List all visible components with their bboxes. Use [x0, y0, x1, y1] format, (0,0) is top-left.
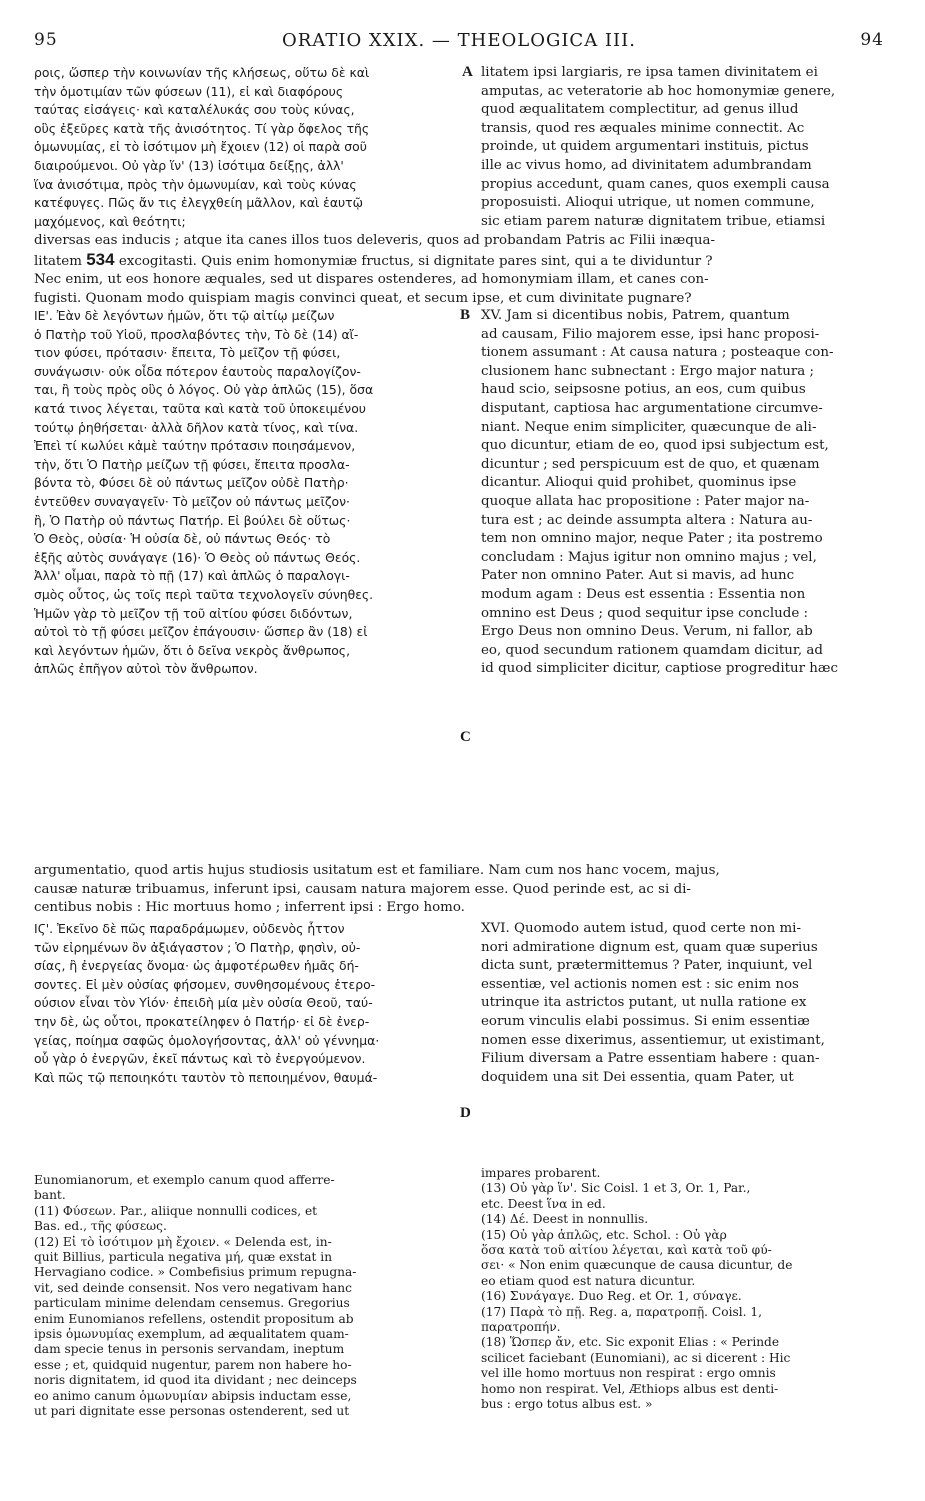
footnotes-right — [481, 1166, 881, 1413]
text-line: proinde, ut quidem argumentari instituis, pictus — [481, 139, 809, 155]
text-line: causæ naturæ tribuamus, inferunt ipsi, causam natura majorem esse. Quod perinde est, ac si di- — [34, 881, 691, 897]
text-line: haud scio, seipsosne potius, an eos, cum quibus — [481, 382, 806, 398]
text-line: noris dignitatem, id quod ita dividant ; nec deinceps — [34, 1373, 357, 1388]
greek-column-middle — [34, 307, 456, 679]
text-line: disputant, captiosa hac argumentatione circumve- — [481, 400, 823, 416]
text-line: ται, ἢ τοὺς πρὸς οὓς ὁ λόγος. Οὐ γὰρ ἁπλῶς (15), ὅσα — [34, 382, 374, 398]
text-line: (12) Εἰ τὸ ἰσότιμον μὴ ἔχοιεν. « Delenda est, in- — [34, 1234, 332, 1249]
margin-marker-b: B — [460, 307, 471, 323]
column-number: 534 — [86, 250, 115, 269]
text-line: Καὶ πῶς τῷ πεποιηκότι ταυτὸν τὸ πεποιημένον, θαυμά- — [34, 1069, 378, 1085]
text-line: παρατροπήν. — [481, 1320, 561, 1335]
text-line: omnino est Deus ; quod sequitur ipse conclude : — [481, 605, 809, 621]
text-line: eorum vinculis elabi possimus. Si enim essentiæ — [481, 1013, 810, 1029]
text-line: ἐντεῦθεν συναγαγεῖν· Τὸ μεῖζον οὐ πάντως μεῖζον· — [34, 493, 350, 509]
text-line: doquidem una sit Dei essentia, quam Pater, ut — [481, 1069, 794, 1085]
text-line: tem non omnino major, neque Pater ; ita postremo — [481, 531, 823, 547]
text-line: XVI. Quomodo autem istud, quod certe non mi- — [481, 921, 801, 936]
text-line: ὁμωνυμίας, εἰ τὸ ἰσότιμον μὴ ἔχοιεν (12) οἱ παρὰ σοῦ — [34, 139, 367, 155]
text-line: ἁπλῶς ἐπῆγον αὐτοὶ τὸν ἄνθρωπον. — [34, 661, 258, 677]
text-line: proposuisti. Alioqui utrique, ut nomen commune, — [481, 195, 815, 211]
text-line: litatem ipsi largiaris, re ipsa tamen divinitatem ei — [481, 65, 818, 80]
text-line: etc. Deest ἵνα in ed. — [481, 1196, 606, 1211]
text-line: καὶ λεγόντων ἡμῶν, ὅτι ὁ δεῖνα νεκρὸς ἄνθρωπος, — [34, 642, 351, 658]
text-line: ὁ Πατὴρ τοῦ Υἱοῦ, προσλαβόντες τὴν, Τὸ δὲ (14) αἴ- — [34, 326, 359, 342]
text-line: transis, quod res æquales minime connectit. Ac — [481, 120, 805, 136]
text-line: scilicet faciebant (Eunomiani), ac si dicerent : Hic — [481, 1350, 791, 1365]
latin-fullwidth-block-1 — [34, 232, 884, 308]
text-line: (17) Παρὰ τὸ πῇ. Reg. a, παρατροπῇ. Coisl. 1, — [481, 1304, 763, 1319]
text-line: esse ; et, quidquid nugentur, parem non habere ho- — [34, 1357, 352, 1372]
margin-marker-c: C — [460, 729, 471, 745]
text-line: diversas eas inducis ; atque ita canes illos tuos deleveris, quos ad probandam Patris ac Filii inæqua- — [34, 233, 715, 248]
latin-column-bottom — [481, 920, 881, 1087]
running-title: ORATIO XXIX. — THEOLOGICA III. — [282, 30, 636, 51]
text-line: την δὲ, ὡς οὗτοι, προκατείληφεν ὁ Πατήρ· εἰ δὲ ἐνερ- — [34, 1013, 370, 1029]
text-line: (13) Οὐ γὰρ ἵν'. Sic Coisl. 1 et 3, Or. 1, Par., — [481, 1181, 751, 1196]
text-line: (11) Φύσεων. Par., aliique nonnulli codices, et — [34, 1203, 318, 1218]
text-line: sic etiam parem naturæ dignitatem tribue, etiamsi — [481, 213, 826, 229]
text-line: tura est ; ac deinde assumpta altera : Natura au- — [481, 512, 813, 528]
margin-marker-d: D — [460, 1105, 471, 1121]
text-line: modum agam : Deus est essentia : Essentia non — [481, 586, 806, 602]
page-number-left: 95 — [34, 30, 58, 50]
text-line — [34, 251, 884, 272]
text-line: ροις, ὥσπερ τὴν κοινωνίαν τῆς κλήσεως, οὕτω δὲ καὶ — [34, 65, 370, 80]
text-line: ἢ, Ὁ Πατὴρ οὐ πάντως Πατήρ. Εἰ βούλει δὲ οὕτως· — [34, 512, 351, 528]
text-line: tionem assumant : At causa natura ; posteaque con- — [481, 345, 834, 361]
text-line: vit, sed deinde consensit. Nos vero negativam hanc — [34, 1280, 352, 1295]
greek-column-top — [34, 64, 456, 231]
latin-column-top — [481, 64, 881, 231]
text-line: σίας, ἢ ἐνεργείας ὄνομα· ὡς ἀμφοτέρωθεν ἡμᾶς δή- — [34, 958, 359, 974]
text-line: τὴν ὁμοτιμίαν τῶν φύσεων (11), εἰ καὶ διαφόρους — [34, 83, 344, 99]
text-line: Filium diversam a Patre essentiam habere : quan- — [481, 1051, 820, 1067]
text-line: Ἡμῶν γὰρ τὸ μεῖζον τῇ τοῦ αἰτίου φύσει διδόντων, — [34, 605, 353, 621]
text-line: vel ille homo mortuus non respirat : ergo omnis — [481, 1366, 776, 1381]
text-line: concludam : Majus igitur non omnino majus ; vel, — [481, 549, 817, 565]
running-head — [34, 30, 884, 54]
text-line: eo etiam quod est natura dicuntur. — [481, 1273, 696, 1288]
text-line: ἑξῆς αὐτὸς συνάγαγε (16)· Ὁ Θεὸς οὐ πάντως Θεός. — [34, 549, 361, 565]
text-line: Nec enim, ut eos honore æquales, sed ut dispares ostenderes, ad homonymiam illam, et canes con- — [34, 272, 709, 288]
text-line: nori admiratione dignum est, quam quæ superius — [481, 939, 818, 955]
text-line: amputas, ac veteratorie ab hoc homonymiæ genere, — [481, 83, 836, 99]
text-line: XV. Jam si dicentibus nobis, Patrem, quantum — [481, 308, 790, 323]
text-line: ille ac vivus homo, ad divinitatem adumbrandam — [481, 157, 812, 173]
text-line: Bas. ed., τῆς φύσεως. — [34, 1219, 167, 1234]
text-line: Ἐπεὶ τί κωλύει κἀμὲ ταύτην πρότασιν ποιησάμενον, — [34, 438, 356, 454]
text-line: fugisti. Quonam modo quispiam magis convinci queat, et secum ipse, et cum divinitate pugnare? — [34, 290, 692, 306]
text-line: quo dicuntur, etiam de eo, quod ipsi subjectum est, — [481, 438, 829, 454]
text-line: οὓς ἐξεῦρες κατὰ τῆς ἀνισότητος. Τί γὰρ ὄφελος τῆς — [34, 120, 370, 136]
footnotes-left — [34, 1173, 464, 1420]
text-line: ταύτας εἰσάγεις· καὶ καταλέλυκάς σου τοὺς κύνας, — [34, 102, 355, 118]
text-line: συνάγωσιν· οὐκ οἶδα πότερον ἑαυτοὺς παραλογίζον- — [34, 363, 361, 379]
text-line: bant. — [34, 1188, 66, 1203]
text-line: argumentatio, quod artis hujus studiosis usitatum est et familiare. Nam cum nos hanc vocem, majus, — [34, 863, 720, 878]
text-line: Ergo Deus non omnino Deus. Verum, ni fallor, ab — [481, 624, 813, 640]
text-line: σμὸς οὗτος, ὡς τοῖς περὶ ταῦτα τεχνολογεῖν σύνηθες. — [34, 586, 374, 602]
text-line: ἵνα ἀνισότιμα, πρὸς τὴν ὁμωνυμίαν, καὶ τοὺς κύνας — [34, 176, 357, 192]
latin-column-middle — [481, 307, 881, 679]
text-line: ΙΕ'. Ἐὰν δὲ λεγόντων ἡμῶν, ὅτι τῷ αἰτίῳ μείζων — [34, 308, 335, 323]
text-fragment: excogitasti. Quis enim homonymiæ fructus, si dignitate pares sint, qui a te dividuntur ? — [118, 253, 713, 269]
text-line: ad causam, Filio majorem esse, ipsi hanc proposi- — [481, 326, 820, 342]
text-line: Pater non omnino Pater. Aut si mavis, ad hunc — [481, 568, 795, 584]
text-line: dicta sunt, prætermittemus ? Pater, inquiunt, vel — [481, 958, 813, 974]
text-line: τὴν, ὅτι Ὁ Πατὴρ μείζων τῇ φύσει, ἔπειτα προσλα- — [34, 456, 350, 472]
text-line: τούτῳ ῥηθήσεται· ἀλλὰ δῆλον κατὰ τίνος, καὶ τίνα. — [34, 419, 359, 435]
text-line: dam specie tenus in personis servandam, ineptum — [34, 1342, 345, 1357]
page-number-right: 94 — [860, 30, 884, 50]
text-line: ὅσα κατὰ τοῦ αἰτίου λέγεται, καὶ κατὰ τοῦ φύ- — [481, 1243, 772, 1258]
text-line: γείας, ποίημα σαφῶς ὁμολογήσοντας, ἀλλ' οὐ γέννημα· — [34, 1032, 380, 1048]
text-line: (14) Δέ. Deest in nonnullis. — [481, 1212, 649, 1227]
text-line: bus : ergo totus albus est. » — [481, 1397, 653, 1412]
text-line: eo animo canum ὁμωνυμίαν abipsis inductam esse, — [34, 1388, 352, 1403]
text-line: clusionem hanc subnectant : Ergo major natura ; — [481, 363, 815, 379]
text-line: Ὁ Θεὸς, οὐσία· Ἡ οὐσία δὲ, οὐ πάντως Θεός· τὸ — [34, 531, 331, 547]
text-line: Ἀλλ' οἶμαι, παρὰ τὸ πῇ (17) καὶ ἁπλῶς ὁ παραλογι- — [34, 568, 350, 584]
text-line: impares probarent. — [481, 1166, 601, 1180]
text-line: Eunomianorum, et exemplo canum quod afferre- — [34, 1173, 335, 1187]
text-line: ούσιον εἶναι τὸν Υἱόν· ἐπειδὴ μία μὲν οὐσία Θεοῦ, ταύ- — [34, 995, 373, 1011]
text-line: homo non respirat. Vel, Æthiops albus est denti- — [481, 1381, 779, 1396]
text-line: τῶν εἰρημένων ὂν ἀξιάγαστον ; Ὁ Πατὴρ, φησὶν, οὐ- — [34, 939, 361, 955]
text-fragment: litatem — [34, 253, 82, 269]
text-line: eo, quod secundum rationem quamdam dicitur, ad — [481, 642, 823, 658]
latin-fullwidth-block-2 — [34, 862, 884, 918]
text-line: σει· « Non enim quæcunque de causa dicuntur, de — [481, 1258, 793, 1273]
text-line: quoque allata hac propositione : Pater major na- — [481, 493, 810, 509]
text-line: niant. Neque enim simpliciter, quæcunque de ali- — [481, 419, 817, 435]
text-line: propius accedunt, quam canes, quos exempli causa — [481, 176, 830, 192]
text-line: (16) Συνάγαγε. Duo Reg. et Or. 1, σύναγε. — [481, 1289, 742, 1304]
text-line: dicuntur ; sed perspicuum est de quo, et quænam — [481, 456, 820, 472]
text-line: id quod simpliciter dicitur, captiose progreditur hæc — [481, 661, 839, 677]
text-line: αὐτοὶ τὸ τῇ φύσει μεῖζον ἐπάγουσιν· ὥσπερ ἂν (18) εἰ — [34, 624, 368, 640]
text-line: τιον φύσει, πρότασιν· ἔπειτα, Τὸ μεῖζον τῇ φύσει, — [34, 345, 341, 361]
text-line: ΙϚ'. Ἐκεῖνο δὲ πῶς παραδράμωμεν, οὐδενὸς ἧττον — [34, 921, 345, 936]
text-line: (18) Ὥσπερ ἄν, etc. Sic exponit Elias : « Perinde — [481, 1335, 780, 1350]
text-line: quod æqualitatem complectitur, ad genus illud — [481, 102, 799, 118]
text-line: βόντα τὸ, Φύσει δὲ οὐ πάντως μεῖζον οὐδὲ Πατὴρ· — [34, 475, 349, 491]
text-line: nomen esse dixerimus, assentiemur, ut existimant, — [481, 1032, 825, 1048]
text-line: σοντες. Εἰ μὲν οὐσίας φήσομεν, συνθησομένους ἑτερο- — [34, 976, 376, 992]
text-line: enim Eunomianos refellens, ostendit propositum ab — [34, 1311, 354, 1326]
margin-marker-a: A — [462, 64, 473, 80]
text-line: Hervagiano codice. » Combefisius primum repugna- — [34, 1265, 357, 1280]
text-line: διαιρούμενοι. Οὐ γὰρ ἵν' (13) ἰσότιμα δείξῃς, ἀλλ' — [34, 157, 344, 173]
text-line: particulam minime delendam censemus. Gregorius — [34, 1296, 350, 1311]
text-line: οὗ γὰρ ὁ ἐνεργῶν, ἐκεῖ πάντως καὶ τὸ ἐνεργούμενον. — [34, 1051, 366, 1067]
text-line: centibus nobis : Hic mortuus homo ; inferrent ipsi : Ergo homo. — [34, 900, 465, 916]
text-line: ipsis ὁμωνυμίας exemplum, ad æqualitatem quam- — [34, 1327, 349, 1342]
text-line: ut pari dignitate esse personas ostenderent, sed ut — [34, 1404, 350, 1419]
text-line: κατά τινος λέγεται, ταῦτα καὶ κατὰ τοῦ ὑποκειμένου — [34, 400, 366, 416]
text-line: quit Billius, particula negativa μή, quæ exstat in — [34, 1250, 333, 1265]
text-line: dicantur. Alioqui quid prohibet, quominus ipse — [481, 475, 797, 491]
text-line: essentiæ, vel actionis nomen est : sic enim nos — [481, 976, 799, 992]
greek-column-bottom — [34, 920, 456, 1087]
text-line: utrinque ita astrictos putant, ut nulla ratione ex — [481, 995, 807, 1011]
text-line: μαχόμενος, καὶ θεότητι; — [34, 213, 186, 229]
text-line: κατέφυγες. Πῶς ἄν τις ἐλεγχθείη μᾶλλον, καὶ ἑαυτῷ — [34, 195, 363, 211]
text-line: (15) Οὐ γὰρ ἁπλῶς, etc. Schol. : Οὐ γὰρ — [481, 1227, 727, 1242]
